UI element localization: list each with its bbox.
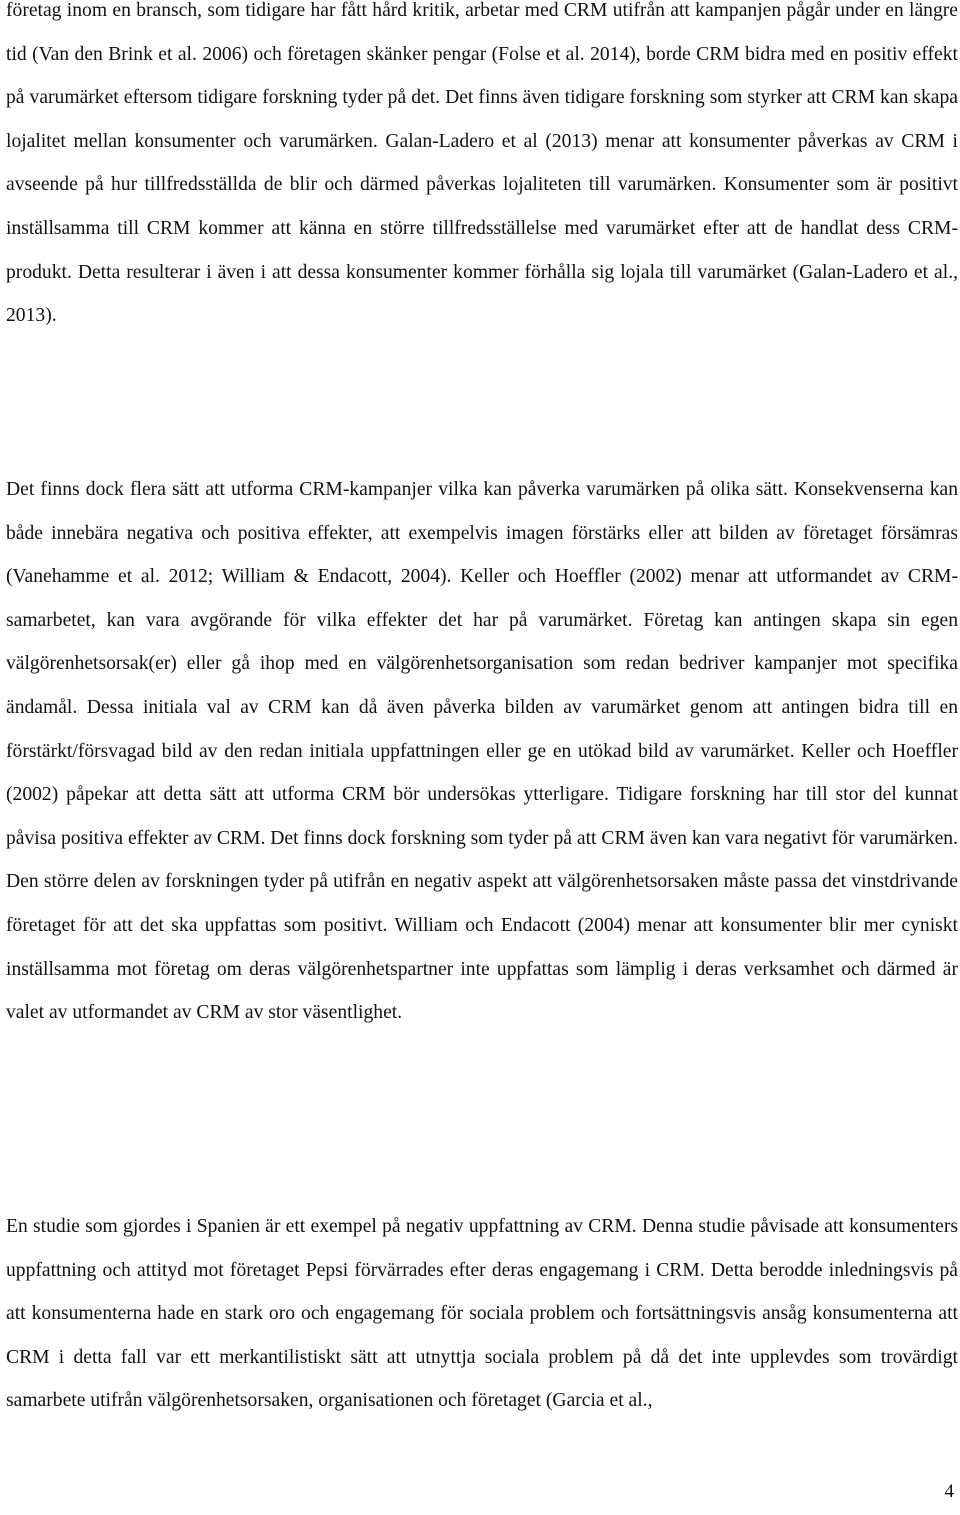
body-paragraph-1: företag inom en bransch, som tidigare har fått hård kritik, arbetar med CRM utifrån att kampanjen pågår under en längre tid (Van den Brink et al. 2006) och företagen skänker pengar (Folse et al. 2014), borde CRM bidra med en positiv effekt på varumärket eftersom tidigare forskning tyder på det. Det finns även tidigare forskning som styrker att CRM kan skapa lojalitet mellan konsumenter och varumärken. Galan-Ladero et al (2013) menar att konsumenter påverkas av CRM i avseende på hur tillfredsställda de blir och därmed påverkas lojaliteten till varumärken. Konsumenter som är positivt inställsamma till CRM kommer att känna en större tillfredsställelse med varumärket efter att de handlat dess CRM-produkt. Detta resulterar i även i att dessa konsumenter kommer förhålla sig lojala till varumärket (Galan-Ladero et al., 2013). [6, 0, 958, 327]
body-paragraph-2: Det finns dock flera sätt att utforma CRM-kampanjer vilka kan påverka varumärken på olika sätt. Konsekvenserna kan både innebära negativa och positiva effekter, att exempelvis imagen förstärks eller att bilden av företaget försämras (Vanehamme et al. 2012; William & Endacott, 2004). Keller och Hoeffler (2002) menar att utformandet av CRM-samarbetet, kan vara avgörande för vilka effekter det har på varumärket. Företag kan antingen skapa sin egen välgörenhetsorsak(er) eller gå ihop med en välgörenhetsorganisation som redan bedriver kampanjer mot specifika ändamål. Dessa initiala val av CRM kan då även påverka bilden av varumärket genom att antingen bidra till en förstärkt/försvagad bild av den redan initiala uppfattningen eller ge en utökad bild av varumärket. Keller och Hoeffler (2002) påpekar att detta sätt att utforma CRM bör undersökas ytterligare. Tidigare forskning har till stor del kunnat påvisa positiva effekter av CRM. Det finns dock forskning som tyder på att CRM även kan vara negativt för varumärken. Den större delen av forskningen tyder på utifrån en negativ aspekt att välgörenhetsorsaken måste passa det vinstdrivande företaget för att det ska uppfattas som positivt. William och Endacott (2004) menar att konsumenter blir mer cyniskt inställsamma mot företag om deras välgörenhetspartner inte uppfattas som lämplig i deras verksamhet och därmed är valet av utformandet av CRM av stor väsentlighet. [6, 479, 958, 1024]
body-paragraph-3: En studie som gjordes i Spanien är ett exempel på negativ uppfattning av CRM. Denna studie påvisade att konsumenters uppfattning och attityd mot företaget Pepsi förvärrades efter deras engagemang i CRM. Detta berodde inledningsvis på att konsumenterna hade en stark oro och engagemang för sociala problem och fortsättningsvis ansåg konsumenterna att CRM i detta fall var ett merkantilistiskt sätt att utnyttja sociala problem på då det inte upplevdes som trovärdigt samarbete utifrån välgörenhetsorsaken, organisationen och företaget (Garcia et al., [6, 1216, 958, 1412]
page-number: 4 [944, 1481, 954, 1502]
